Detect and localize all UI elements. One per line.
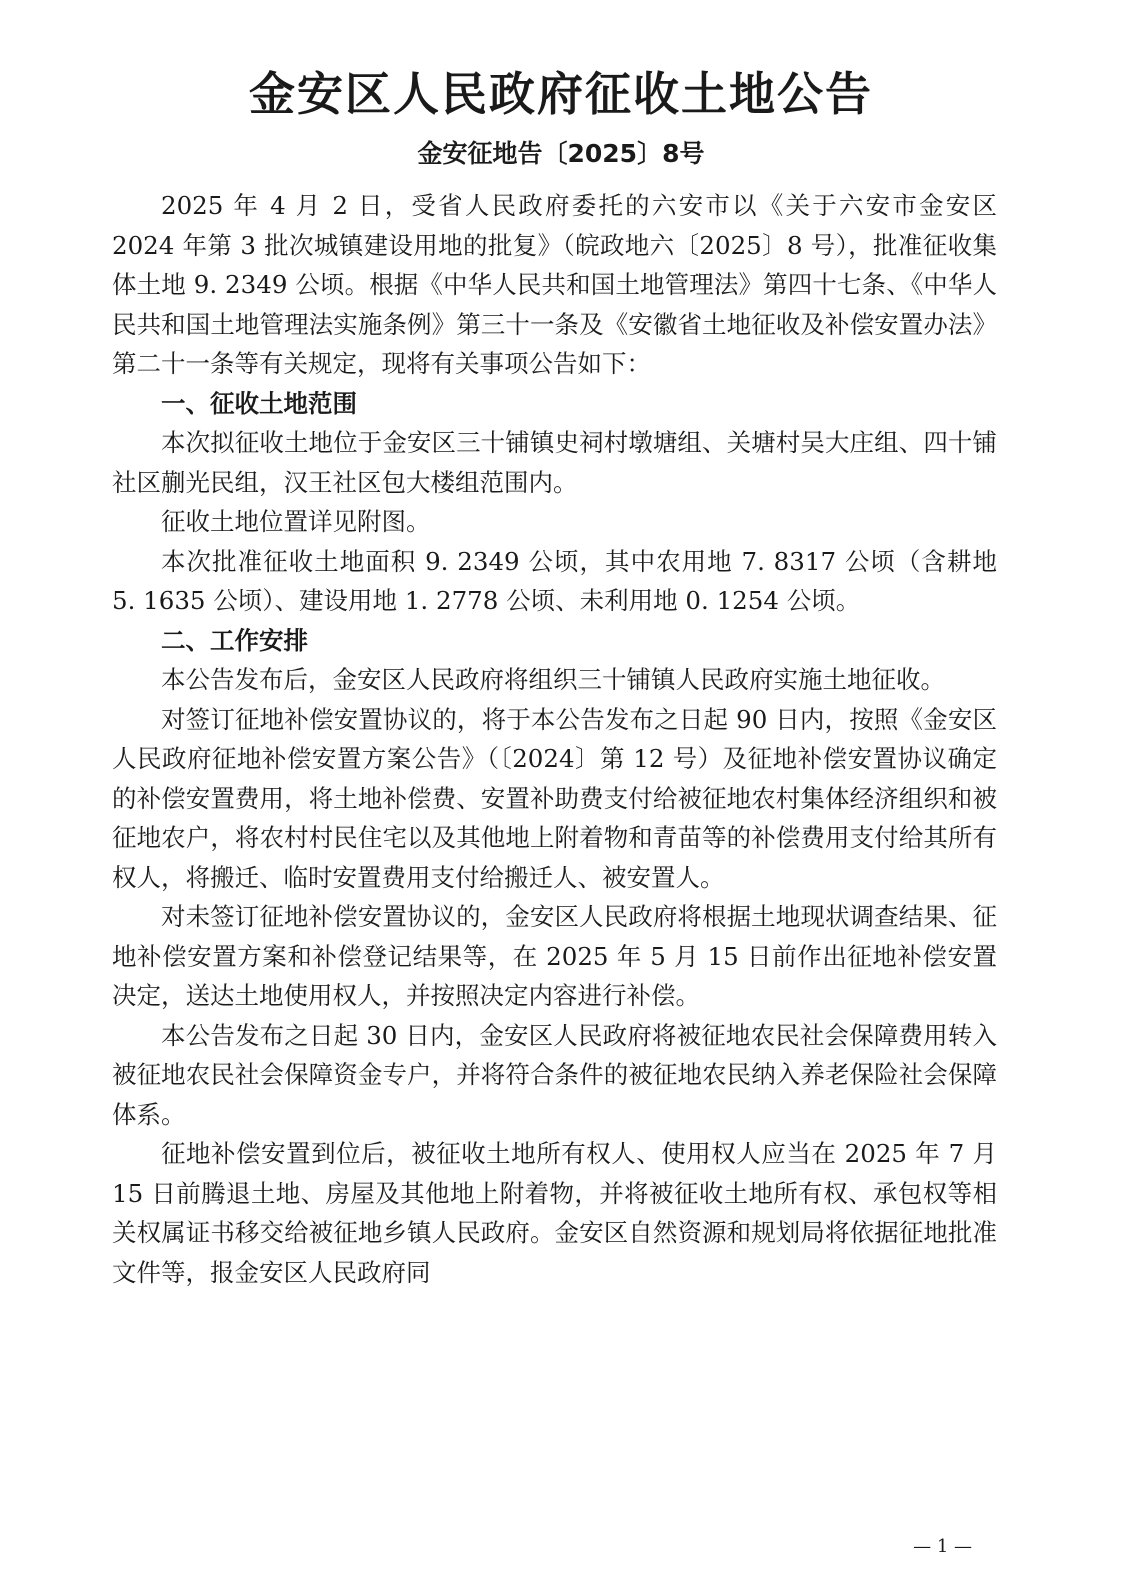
paragraph-scope-area: 本次批准征收土地面积 9. 2349 公顷，其中农用地 7. 8317 公顷（含耕地 5. 1635 公顷）、建设用地 1. 2778 公顷、未利用地 0. 1254 公顷。: [112, 546, 997, 615]
document-title: 金安区人民政府征收土地公告: [249, 67, 873, 121]
intro-paragraph: 2025 年 4 月 2 日，受省人民政府委托的六安市以《关于六安市金安区 2024 年第 3 批次城镇建设用地的批复》（皖政地六〔2025〕8 号），批准征收集体土地 9. 2349 公顷。根据《中华人民共和国土地管理法》第四十七条、《中华人民共和国土地管理法实施条例》第三十一条及《安徽省土地征收及补偿安置办法》第二十一条等有关规定，现将有关事项公告如下：: [112, 191, 997, 378]
document-number: 金安征地告〔2025〕8号: [417, 139, 705, 168]
paragraph-arrangement-signed: 对签订征地补偿安置协议的，将于本公告发布之日起 90 日内，按照《金安区人民政府征地补偿安置方案公告》（〔2024〕第 12 号）及征地补偿安置协议确定的补偿安置费用，将土地补偿费、安置补助费支付给被征地农村集体经济组织和被征地农户，将农村村民住宅以及其他地上附着物和青苗等的补偿费用支付给其所有权人，将搬迁、临时安置费用支付给搬迁人、被安置人。: [112, 704, 997, 892]
document-body: [112, 186, 997, 1292]
paragraph-arrangement-vacate: 征地补偿安置到位后，被征收土地所有权人、使用权人应当在 2025 年 7 月 15 日前腾退土地、房屋及其他地上附着物，并将被征收土地所有权、承包权等相关权属证书移交给被征地乡镇人民政府。金安区自然资源和规划局将依据征地批准文件等，报金安区人民政府同: [112, 1139, 997, 1287]
paragraph-scope-location: 本次拟征收土地位于金安区三十铺镇史祠村墩塘组、关塘村吴大庄组、四十铺社区蒯光民组，汉王社区包大楼组范围内。: [112, 428, 997, 497]
page-number: — 1 —: [913, 1536, 972, 1557]
paragraph-scope-map: 征收土地位置详见附图。: [161, 507, 431, 536]
paragraph-arrangement-implement: 本公告发布后，金安区人民政府将组织三十铺镇人民政府实施土地征收。: [161, 665, 945, 694]
section-heading-arrangement: 二、工作安排: [161, 625, 308, 655]
section-heading-scope: 一、征收土地范围: [161, 388, 357, 418]
paragraph-arrangement-unsigned: 对未签订征地补偿安置协议的，金安区人民政府将根据土地现状调查结果、征地补偿安置方案和补偿登记结果等，在 2025 年 5 月 15 日前作出征地补偿安置决定，送达土地使用权人，并按照决定内容进行补偿。: [112, 902, 997, 1010]
paragraph-arrangement-social-security: 本公告发布之日起 30 日内，金安区人民政府将被征地农民社会保障费用转入被征地农民社会保障资金专户，并将符合条件的被征地农民纳入养老保险社会保障体系。: [112, 1020, 997, 1129]
